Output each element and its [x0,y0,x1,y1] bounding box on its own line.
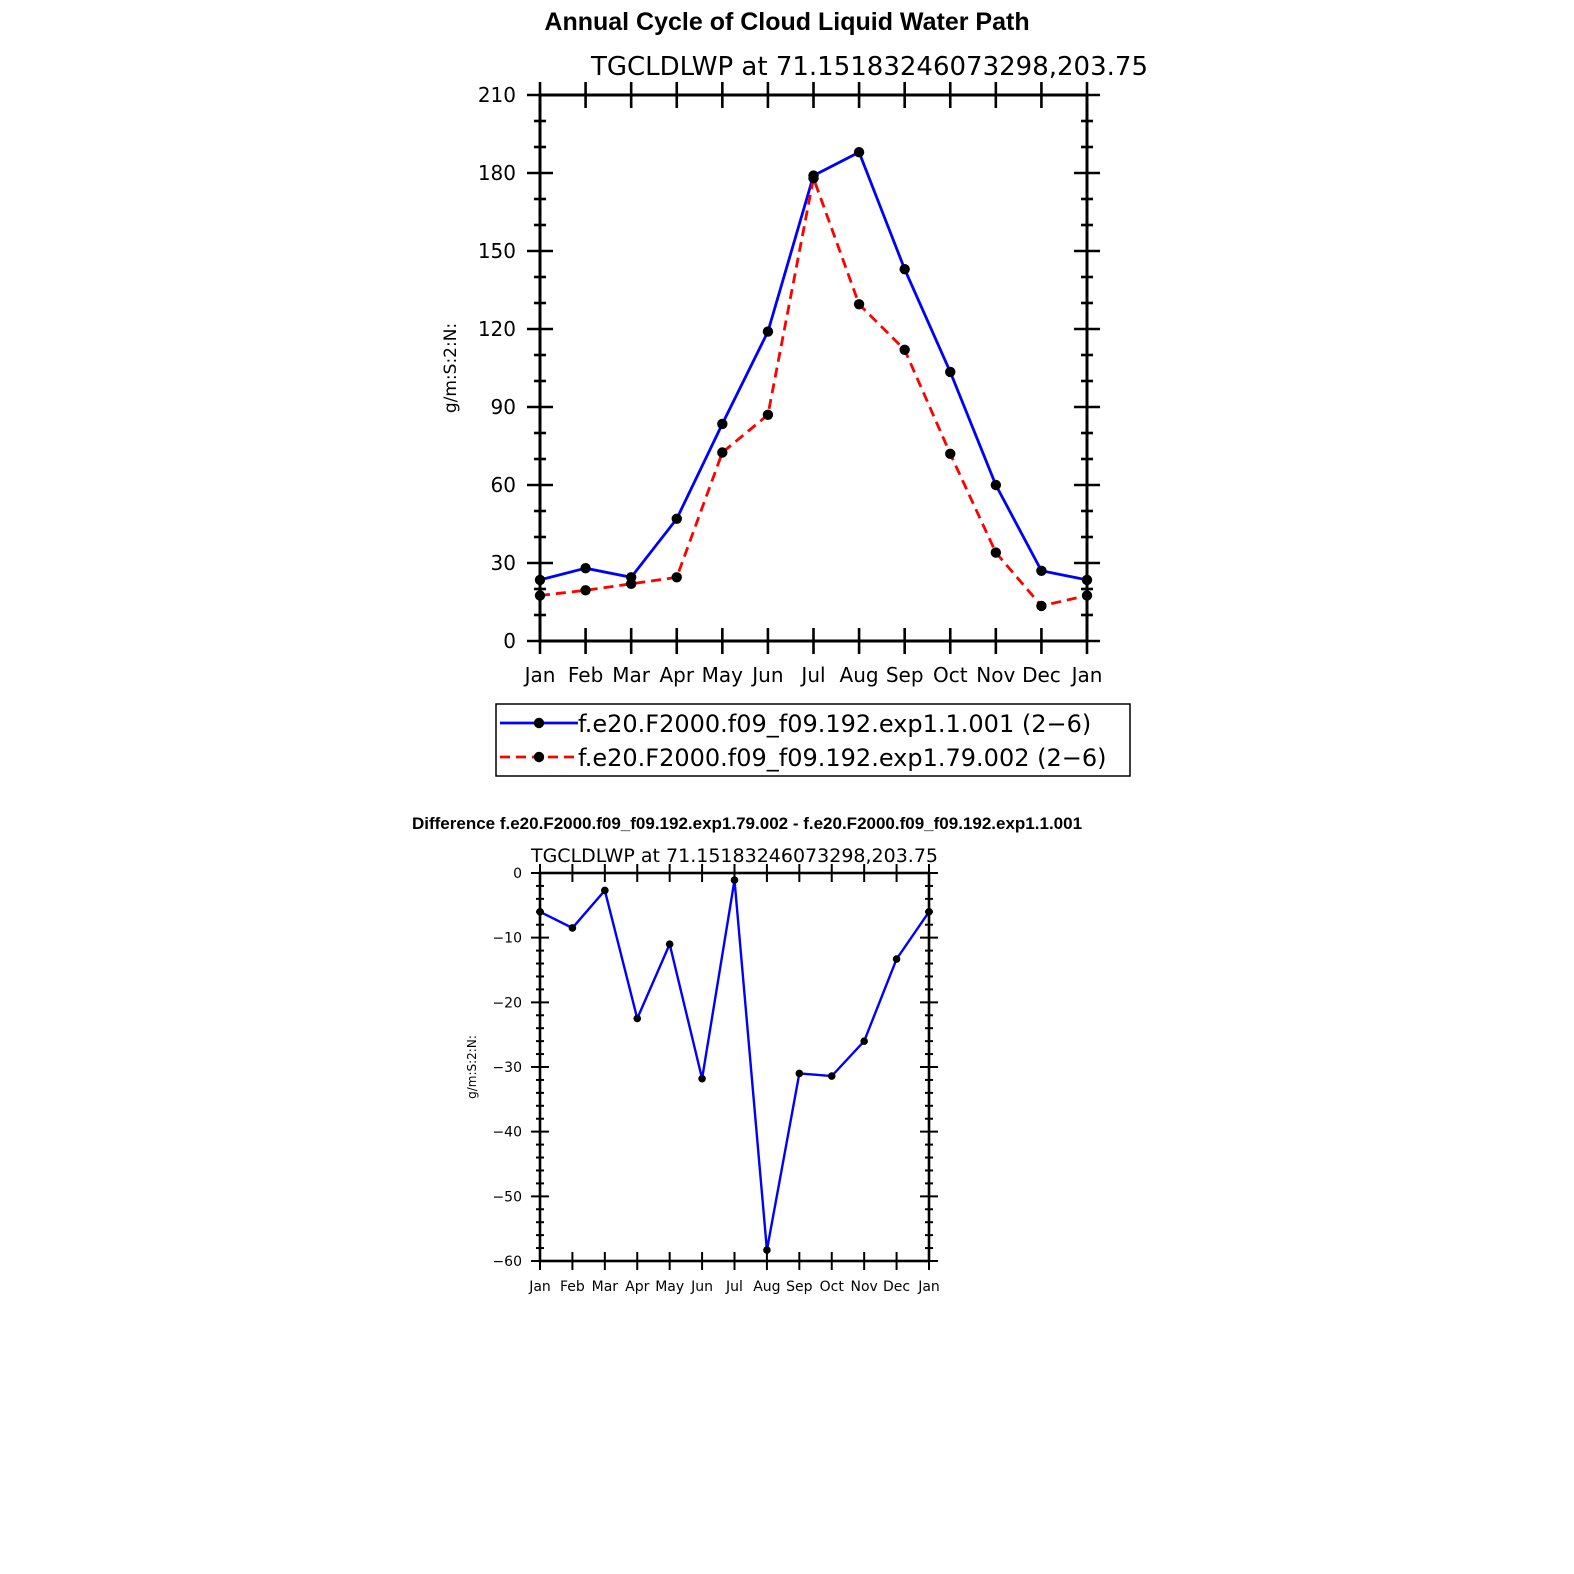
data-point [925,908,933,916]
x-tick-label: Dec [883,1279,911,1295]
data-point [860,1037,868,1045]
x-tick-label: Sep [786,1279,813,1295]
y-tick-label: 0 [513,866,522,883]
x-tick-label: Nov [976,663,1016,687]
x-tick-label: Apr [625,1279,650,1295]
y-tick-label: −40 [492,1124,522,1141]
data-point [601,887,609,895]
x-tick-label: Oct [932,663,968,687]
y-tick-label: −60 [492,1254,522,1271]
plot-frame [540,873,929,1261]
y-axis-label: g/m:S:2:N: [441,322,461,414]
data-point [569,924,577,932]
x-tick-label: Apr [659,663,695,687]
y-tick-label: 150 [477,239,516,264]
y-tick-label: 90 [490,395,516,420]
y-tick-label: 210 [477,83,516,108]
y-tick-label: 120 [477,317,516,342]
data-point [796,1070,804,1078]
y-tick-label: −50 [492,1189,522,1206]
chart-subtitle: TGCLDLWP at 71.15183246073298,203.75 [590,52,1149,82]
data-point [633,1015,641,1023]
x-tick-label: Oct [819,1279,844,1295]
legend-label-2: f.e20.F2000.f09_f09.192.exp1.79.002 (2−6) [578,744,1107,772]
chart2-title: Difference f.e20.F2000.f09_f09.192.exp1.79.002 - f.e20.F2000.f09_f09.192.exp1.1.001 [411,814,1083,833]
data-point [698,1075,706,1083]
x-tick-label: Jan [529,1279,551,1295]
chart-subtitle: TGCLDLWP at 71.15183246073298,203.75 [530,845,939,867]
y-tick-label: 60 [490,473,516,498]
y-tick-label: 180 [477,161,516,186]
x-tick-label: May [655,1279,685,1295]
data-point [536,908,544,916]
data-point [666,940,674,948]
x-tick-label: Dec [1022,663,1061,687]
x-tick-label: Sep [885,663,924,687]
y-tick-label: 0 [503,629,516,654]
x-tick-label: Jan [1071,663,1103,687]
x-tick-label: Jul [726,1279,743,1295]
data-point [893,955,901,963]
y-tick-label: −20 [492,995,522,1012]
y-tick-label: 30 [490,551,516,576]
data-point [731,876,739,884]
legend-label-1: f.e20.F2000.f09_f09.192.exp1.1.001 (2−6) [578,710,1092,738]
x-tick-label: Jun [691,1279,714,1295]
data-point [763,1246,771,1254]
x-tick-label: Aug [839,663,879,687]
data-point [828,1072,836,1080]
x-tick-label: Aug [753,1279,781,1295]
x-tick-label: May [701,663,744,687]
y-tick-label: −30 [492,1060,522,1077]
x-tick-label: Jun [752,663,784,687]
series-line-1 [540,880,929,1250]
x-tick-label: Jan [918,1279,940,1295]
x-tick-label: Jul [801,663,826,687]
x-tick-label: Nov [850,1279,878,1295]
x-tick-label: Mar [612,663,651,687]
y-tick-label: −10 [492,930,522,947]
x-tick-label: Feb [560,1279,585,1295]
y-axis-label: g/m:S:2:N: [465,1035,479,1099]
chart1-title: Annual Cycle of Cloud Liquid Water Path [544,8,1030,36]
x-tick-label: Feb [567,663,604,687]
x-tick-label: Mar [591,1279,619,1295]
x-tick-label: Jan [524,663,556,687]
